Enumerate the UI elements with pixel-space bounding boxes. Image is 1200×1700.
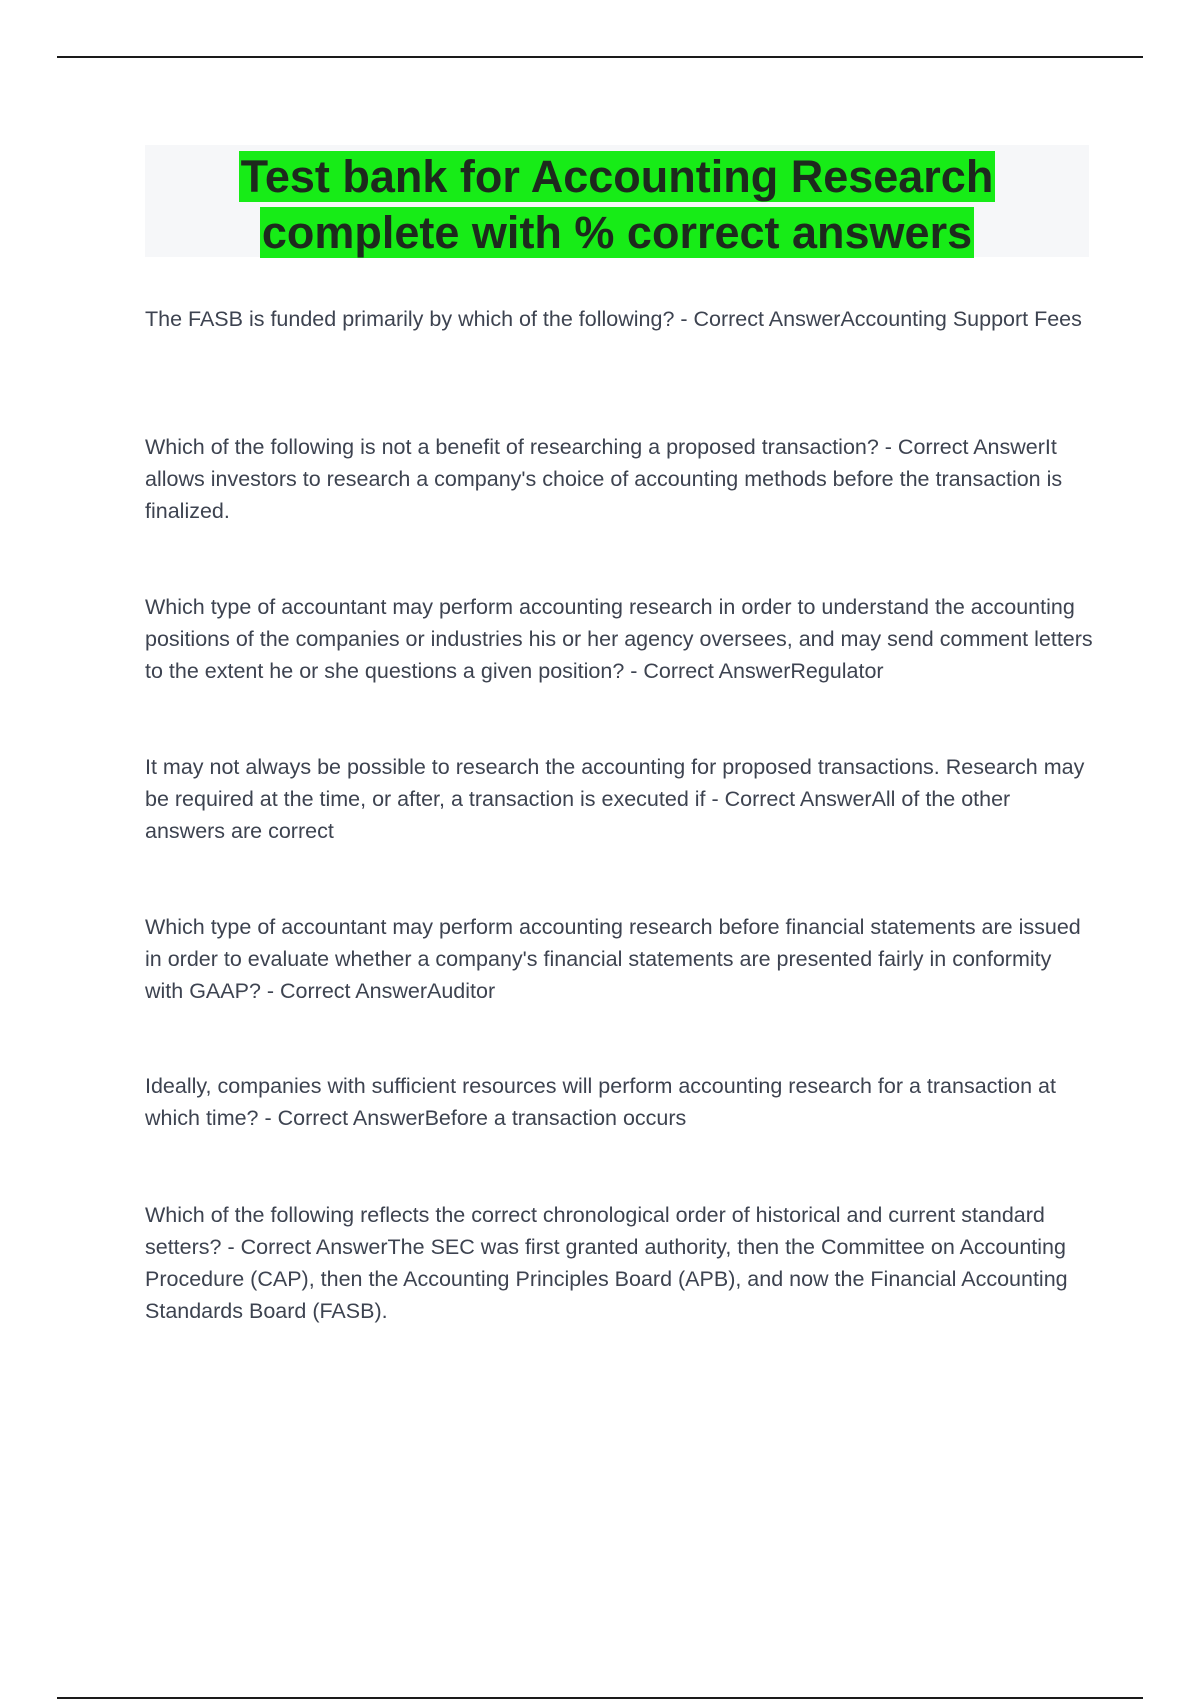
title-banner [145, 145, 1089, 257]
title-line-2: complete with % correct answers [261, 207, 973, 258]
qa-item: The FASB is funded primarily by which of the following? - Correct AnswerAccounting Support Fees [145, 307, 1082, 331]
qa-item: Which type of accountant may perform accounting research before financial statements are issued in order to evaluate whether a company's financial statements are presented fairly in conformity with GAAP? - Correct AnswerAuditor [145, 915, 1081, 1003]
qa-item: Which of the following is not a benefit of researching a proposed transaction? - Correct AnswerIt allows investors to research a company's choice of accounting methods before the transaction is finalized. [145, 435, 1063, 523]
page-title [145, 149, 1089, 261]
qa-item: Which of the following reflects the correct chronological order of historical and current standard setters? - Correct AnswerThe SEC was first granted authority, then the Committee on Accounting Procedure (CAP), then the Accounting Principles Board (APB), and now the Financial Accounting Standards Board (FASB). [145, 1203, 1068, 1323]
qa-item: Which type of accountant may perform accounting research in order to understand the accounting positions of the companies or industries his or her agency oversees, and may send comment letters to the extent he or she questions a given position? - Correct AnswerRegulator [145, 595, 1093, 683]
qa-item: Ideally, companies with sufficient resources will perform accounting research for a transaction at which time? - Correct AnswerBefore a transaction occurs [145, 1074, 1056, 1130]
bottom-divider [57, 1697, 1143, 1699]
top-divider [57, 56, 1143, 58]
title-line-1: Test bank for Accounting Research [240, 151, 994, 202]
qa-item: It may not always be possible to research the accounting for proposed transactions. Research may be required at the time, or after, a transaction is executed if - Correct AnswerAll of the other answers are correct [145, 755, 1085, 843]
